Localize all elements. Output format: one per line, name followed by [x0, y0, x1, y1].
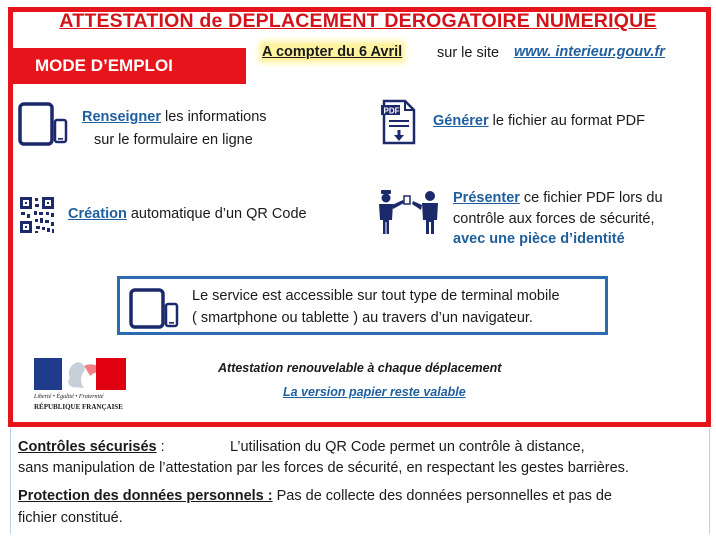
renewable-note: Attestation renouvelable à chaque déplacement — [218, 361, 502, 375]
marianne-flag-icon — [34, 358, 126, 392]
qr-code-icon — [19, 196, 55, 234]
data-protection-line2: fichier constitué. — [18, 510, 123, 526]
mode-emploi-label: MODE D’EMPLOI — [35, 56, 173, 75]
controls-text-line2: sans manipulation de l’attestation par les forces de sécurité, en respectant les gestes barrières. — [18, 460, 629, 476]
controls-label-line: Contrôles sécurisés : — [18, 439, 165, 455]
paper-version-note: La version papier reste valable — [283, 385, 466, 399]
logo-motto: Liberté • Égalité • Fraternité — [34, 394, 104, 400]
step-generer: Générer le fichier au format PDF — [433, 113, 645, 129]
presenter-link[interactable]: Présenter — [453, 190, 520, 206]
date-highlight: A compter du 6 Avril — [262, 44, 403, 60]
step-presenter-line1: Présenter ce fichier PDF lors du — [453, 190, 663, 206]
step-renseigner-line1: Renseigner les informations — [82, 109, 267, 125]
creation-link[interactable]: Création — [68, 206, 127, 222]
pdf-file-icon — [380, 99, 418, 145]
info-line2: ( smartphone ou tablette ) au travers d’un navigateur. — [192, 310, 533, 326]
step-presenter-line3: avec une pièce d’identité — [453, 231, 625, 247]
logo-name: RÉPUBLIQUE FRANÇAISE — [34, 403, 123, 411]
site-label: sur le site — [437, 45, 500, 61]
tablet-phone-icon — [129, 288, 179, 330]
republique-francaise-logo — [34, 358, 126, 414]
info-line1: Le service est accessible sur tout type de terminal mobile — [192, 288, 560, 304]
svg-text:PDF: PDF — [383, 106, 400, 116]
step-presenter-line2: contrôle aux forces de sécurité, — [453, 211, 655, 227]
controls-text-line1: L’utilisation du QR Code permet un contrôle à distance, — [230, 439, 585, 455]
mode-emploi-banner — [12, 48, 246, 84]
generer-link[interactable]: Générer — [433, 113, 489, 129]
tablet-phone-icon — [18, 102, 68, 146]
step-renseigner-line2: sur le formulaire en ligne — [94, 132, 253, 148]
renseigner-link[interactable]: Renseigner — [82, 109, 161, 125]
data-protection-line1: Protection des données personnels : Pas de collecte des données personnelles et pas de — [18, 488, 612, 504]
page-title: ATTESTATION de DEPLACEMENT DEROGATOIRE NUMERIQUE — [59, 10, 657, 32]
site-link[interactable]: www. interieur.gouv.fr — [514, 44, 665, 60]
officer-check-icon — [375, 188, 443, 236]
step-creation: Création automatique d’un QR Code — [68, 206, 307, 222]
